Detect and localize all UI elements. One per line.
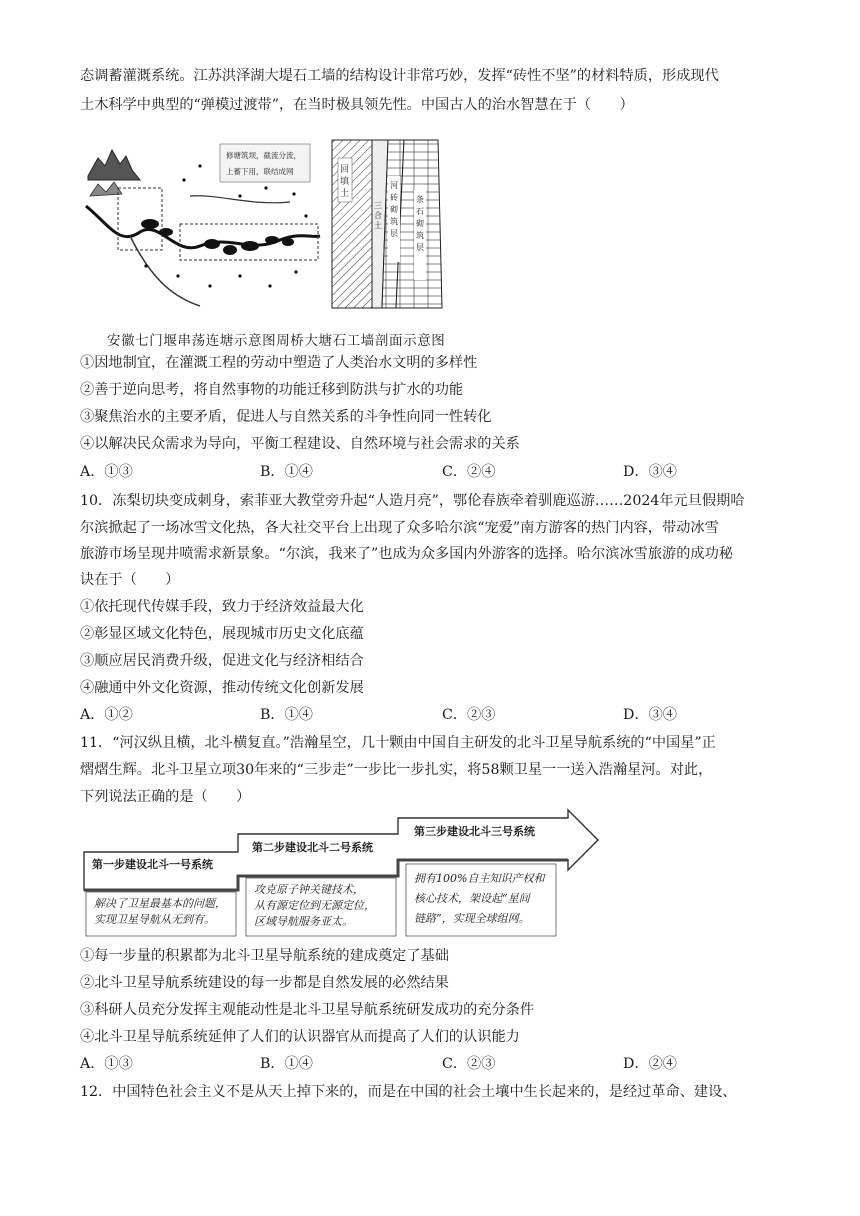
- svg-text:河: 河: [390, 181, 398, 190]
- q10-stem-line-4: 诀在于（ ）: [80, 572, 180, 588]
- q11-option-d[interactable]: D．②④: [623, 1056, 677, 1072]
- q9-option-a[interactable]: A．①③: [80, 464, 133, 480]
- q10-statement-1: ①依托现代传媒手段，致力于经济效益最大化: [80, 599, 364, 615]
- step-1-desc-line-1: 解决了卫星最基本的问题，: [94, 897, 226, 910]
- q10-option-a[interactable]: A．①②: [80, 707, 133, 723]
- q10-option-b[interactable]: B．①④: [260, 707, 313, 723]
- q10-option-d[interactable]: D．③④: [623, 707, 677, 723]
- step-2-desc-line-2: 从有源定位到无源定位，: [254, 899, 375, 912]
- svg-text:筑: 筑: [390, 217, 398, 226]
- svg-text:回: 回: [340, 165, 350, 175]
- q10-stem-line-2: 尔滨掀起了一场冰雪文化热，各大社交平台上出现了众多哈尔滨“宠爱”南方游客的热门内容，带动冰雪: [80, 520, 719, 536]
- q11-statement-4: ④北斗卫星导航系统延伸了人们的认识器官从而提高了人们的认识能力: [80, 1029, 520, 1045]
- svg-text:筑: 筑: [416, 231, 424, 240]
- svg-text:砖: 砖: [390, 193, 398, 202]
- q9-statement-4: ④以解决民众需求为导向，平衡工程建设、自然环境与社会需求的关系: [80, 436, 520, 452]
- q9-option-b[interactable]: B．①④: [260, 464, 313, 480]
- step-1-desc-line-2: 实现卫星导航从无到有。: [94, 913, 215, 926]
- q12-stem-line-1: 12．中国特色社会主义不是从天上掉下来的，而是在中国的社会土壤中生长起来的，是经过革命、建设、: [80, 1084, 737, 1100]
- q11-statement-3: ③科研人员充分发挥主观能动性是北斗卫星导航系统研发成功的充分条件: [80, 1002, 535, 1018]
- svg-text:石: 石: [416, 207, 424, 216]
- svg-text:砌: 砌: [390, 205, 398, 214]
- q11-statement-1: ①每一步量的积累都为北斗卫星导航系统的建成奠定了基础: [80, 948, 449, 964]
- q9-figure-caption: 安徽七门堰串荡连塘示意图周桥大塘石工墙剖面示意图: [107, 333, 446, 349]
- q11-stem-line-2: 熠熠生辉。北斗卫星立项30年来的“三步走”一步比一步扎实，将58颗卫星一一送入浩瀚星河。对此，: [80, 762, 713, 778]
- svg-text:层: 层: [390, 229, 398, 238]
- step-3-desc-line-1: 拥有100%自主知识产权和: [414, 872, 545, 885]
- svg-text:填: 填: [340, 177, 350, 187]
- q9-statement-1: ①因地制宜，在灌溉工程的劳动中塑造了人类治水文明的多样性: [80, 355, 478, 371]
- step-3-title: 第三步建设北斗三号系统: [414, 825, 535, 838]
- svg-text:土: 土: [340, 189, 350, 199]
- q11-stem-line-3: 下列说法正确的是（ ）: [80, 789, 251, 805]
- svg-text:条: 条: [416, 195, 424, 204]
- step-3-desc-line-3: 链路”，实现全球组网。: [414, 912, 530, 925]
- q10-statement-2: ②彰显区域文化特色，展现城市历史文化底蕴: [80, 626, 364, 642]
- q9-statement-3: ③聚焦治水的主要矛盾，促进人与自然关系的斗争性向同一性转化: [80, 409, 492, 425]
- svg-text:修塘筑坝，截流分流，: 修塘筑坝，截流分流，: [226, 151, 301, 160]
- svg-text:上蓄下用，联结成网: 上蓄下用，联结成网: [226, 167, 294, 176]
- step-2-title: 第二步建设北斗二号系统: [252, 841, 373, 854]
- svg-text:土: 土: [374, 221, 382, 230]
- svg-text:三: 三: [374, 201, 382, 210]
- q9-stem-line-2: 土木科学中典型的“弹模过渡带”，在当时极具领先性。中国古人的治水智慧在于（ ）: [80, 97, 634, 113]
- svg-text:砌: 砌: [416, 219, 424, 228]
- q10-statement-3: ③顺应居民消费升级，促进文化与经济相结合: [80, 653, 364, 669]
- q9-statement-2: ②善于逆向思考，将自然事物的功能迁移到防洪与扩水的功能: [80, 382, 464, 398]
- q11-option-c[interactable]: C．②③: [442, 1056, 496, 1072]
- step-2-desc-line-1: 攻克原子钟关键技术，: [254, 883, 364, 896]
- q11-stem-line-1: 11．“河汉纵且横，北斗横复直。”浩瀚星空，几十颗由中国自主研发的北斗卫星导航系统的“中国星”正: [80, 735, 716, 751]
- q10-option-c[interactable]: C．②③: [442, 707, 496, 723]
- q11-option-a[interactable]: A．①③: [80, 1056, 133, 1072]
- svg-text:合: 合: [374, 211, 382, 220]
- step-1-title: 第一步建设北斗一号系统: [92, 858, 213, 871]
- lianli-pond-map-figure: [80, 136, 325, 314]
- q9-stem-line-1: 态调蓄灌溉系统。江苏洪泽湖大堤石工墙的结构设计非常巧妙，发挥“砖性不坚”的材料特质，形成现代: [80, 68, 719, 84]
- beidou-three-steps-figure: [80, 808, 600, 942]
- q9-option-d[interactable]: D．③④: [623, 464, 677, 480]
- q10-stem-line-3: 旅游市场呈现井喷需求新景象。“尔滨，我来了”也成为众多国内外游客的选择。哈尔滨冰雪旅游的成功秘: [80, 546, 733, 562]
- q9-option-c[interactable]: C．②④: [442, 464, 496, 480]
- q11-statement-2: ②北斗卫星导航系统建设的每一步都是自然发展的必然结果: [80, 975, 449, 991]
- stone-wall-section-figure: [330, 136, 470, 314]
- q11-option-b[interactable]: B．①④: [260, 1056, 313, 1072]
- svg-text:层: 层: [416, 243, 424, 252]
- step-3-desc-line-2: 核心技术，架设起“星间: [414, 892, 530, 905]
- q10-stem-line-1: 10．冻梨切块变成刺身，索菲亚大教堂旁升起“人造月亮”，鄂伦春族牵着驯鹿巡游……2024年元旦假期哈: [80, 493, 745, 509]
- step-2-desc-line-3: 区域导航服务亚太。: [254, 915, 353, 928]
- q10-statement-4: ④融通中外文化资源，推动传统文化创新发展: [80, 680, 364, 696]
